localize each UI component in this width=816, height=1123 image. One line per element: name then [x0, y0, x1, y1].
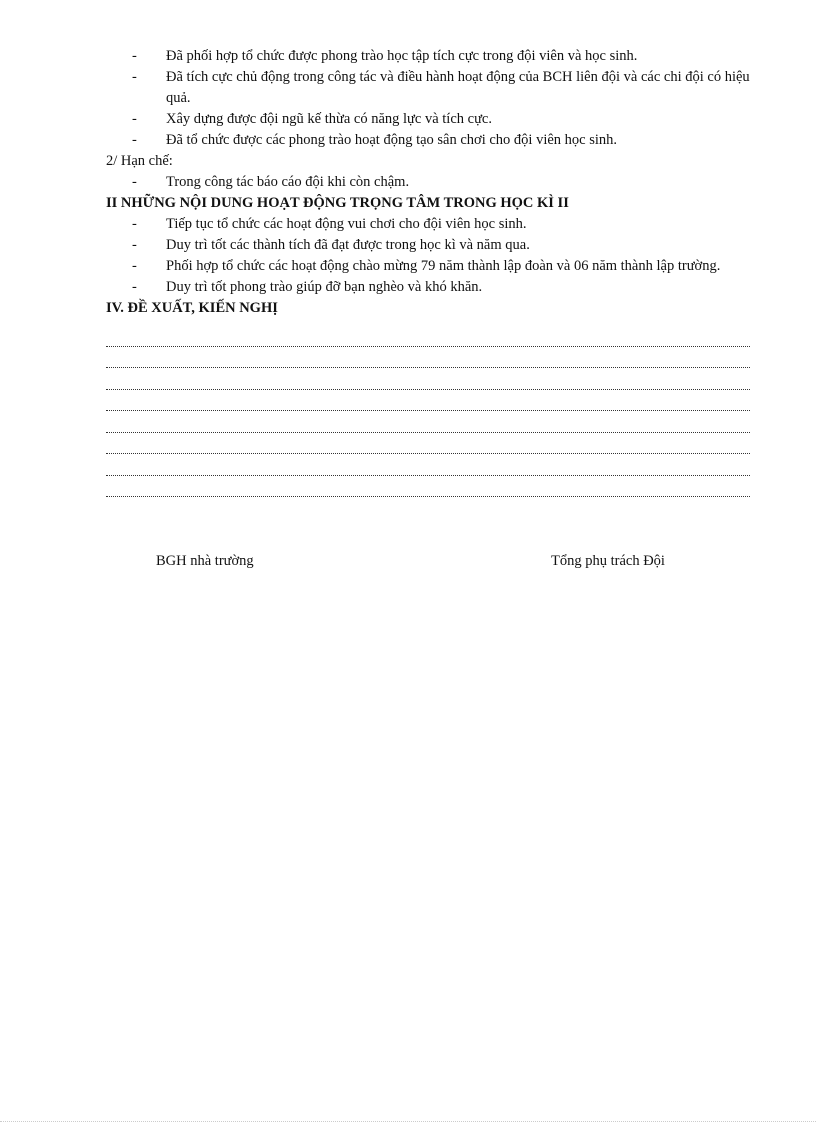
- list-item: [106, 130, 750, 151]
- list-item: [106, 214, 750, 235]
- list-item-text: Đã tích cực chủ động trong công tác và điều hành hoạt động của BCH liên đội và các chi đội có hiệu quả.: [166, 69, 750, 106]
- bullet: -: [132, 48, 137, 64]
- limitations-list: [106, 172, 750, 193]
- list-item-text: Tiếp tục tổ chức các hoạt động vui chơi cho đội viên học sinh.: [166, 216, 527, 232]
- list-item: [106, 67, 750, 109]
- dotted-lines-area: [106, 325, 750, 497]
- bullet: -: [132, 216, 137, 232]
- dotted-fill-line: [106, 325, 750, 347]
- signature-left: BGH nhà trường: [156, 553, 254, 569]
- list-item: [106, 235, 750, 256]
- list-item-text: Đã tổ chức được các phong trào hoạt động tạo sân chơi cho đội viên học sinh.: [166, 132, 618, 148]
- list-item-text: Phối hợp tổ chức các hoạt động chào mừng 79 năm thành lập đoàn và 06 năm thành lập trường.: [166, 258, 721, 274]
- dotted-fill-line: [106, 411, 750, 433]
- dotted-fill-line: [106, 476, 750, 498]
- achievements-list: [106, 46, 750, 151]
- bullet: -: [132, 111, 137, 127]
- bullet: -: [132, 132, 137, 148]
- list-item: [106, 172, 750, 193]
- list-item-text: Duy trì tốt phong trào giúp đỡ bạn nghèo và khó khăn.: [166, 279, 483, 295]
- dotted-fill-line: [106, 433, 750, 455]
- list-item: [106, 256, 750, 277]
- section-heading-4: IV. ĐỀ XUẤT, KIẾN NGHỊ: [106, 300, 278, 316]
- dotted-fill-line: [106, 368, 750, 390]
- bullet: -: [132, 174, 137, 190]
- dotted-fill-line: [106, 454, 750, 476]
- section-heading-2: II NHỮNG NỘI DUNG HOẠT ĐỘNG TRỌNG TÂM TRONG HỌC KÌ II: [106, 195, 569, 211]
- bullet: -: [132, 237, 137, 253]
- list-item-text: Duy trì tốt các thành tích đã đạt được trong học kì và năm qua.: [166, 237, 530, 253]
- list-item-text: Đã phối hợp tổ chức được phong trào học tập tích cực trong đội viên và học sinh.: [166, 48, 638, 64]
- list-item-text: Xây dựng được đội ngũ kế thừa có năng lực và tích cực.: [166, 111, 492, 127]
- bullet: -: [132, 279, 137, 295]
- limitations-label: 2/ Hạn chế:: [106, 153, 173, 169]
- focus-activities-list: [106, 214, 750, 298]
- dotted-fill-line: [106, 347, 750, 369]
- signature-right: Tổng phụ trách Đội: [551, 553, 665, 569]
- list-item: [106, 46, 750, 67]
- page-bottom-rule: [0, 1121, 816, 1122]
- list-item: [106, 109, 750, 130]
- list-item: [106, 277, 750, 298]
- list-item-text: Trong công tác báo cáo đội khi còn chậm.: [166, 174, 410, 190]
- document-body: [106, 46, 750, 497]
- bullet: -: [132, 258, 137, 274]
- bullet: -: [132, 69, 137, 85]
- dotted-fill-line: [106, 390, 750, 412]
